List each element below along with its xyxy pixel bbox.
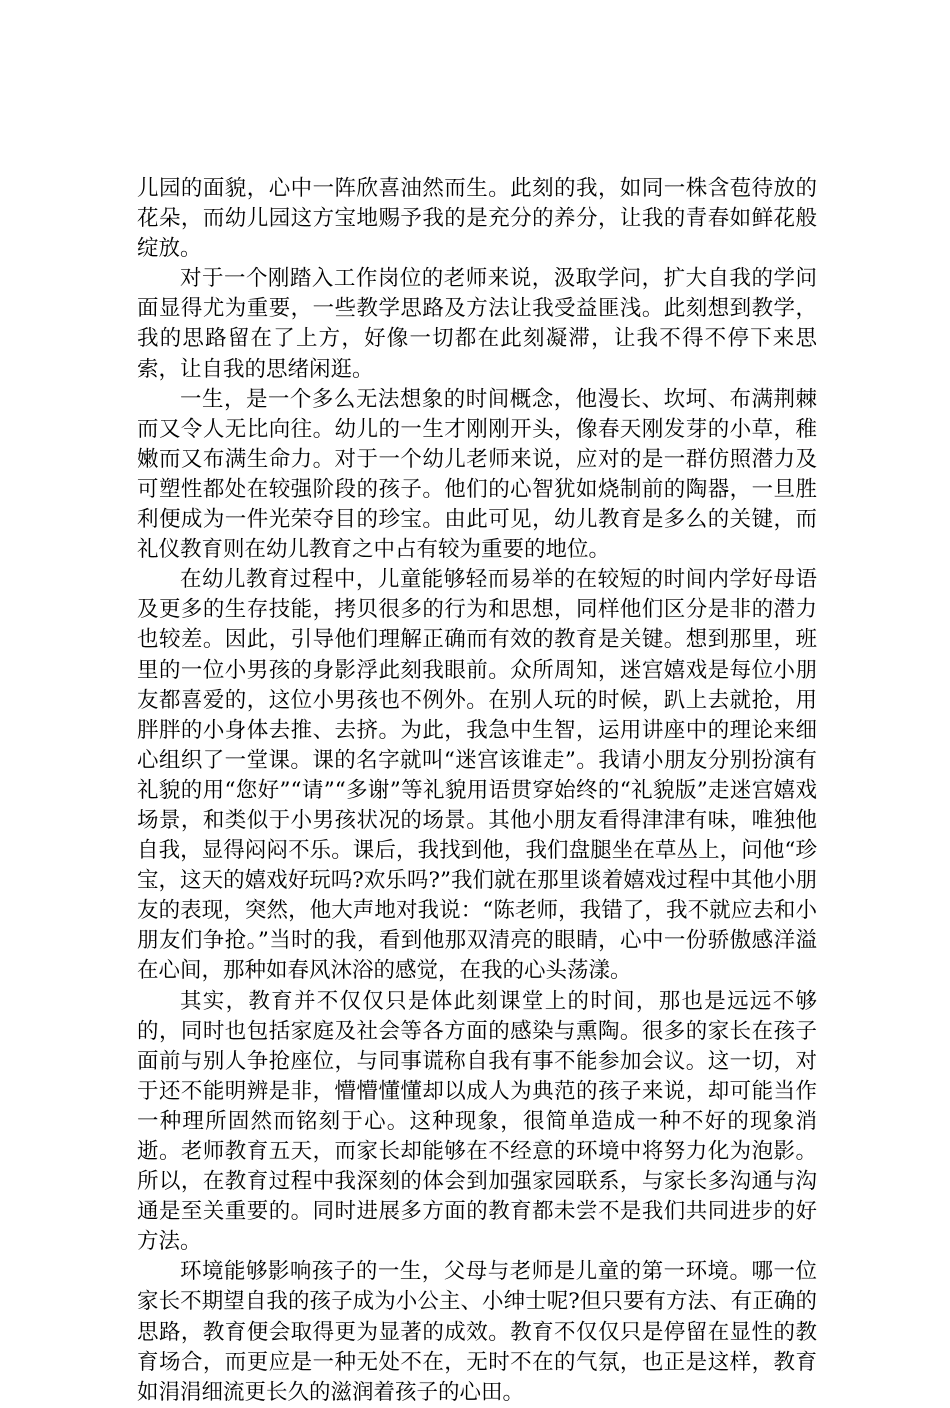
paragraph-life: 一生，是一个多么无法想象的时间概念，他漫长、坎坷、布满荆棘而又令人无比向往。幼儿的一生才刚刚开头，像春天刚发芽的小草，稚嫩而又布满生命力。对于一个幼儿老师来说，应对的是一群仿照潜力及可塑性都处在较强阶段的孩子。他们的心智犹如烧制前的陶器，一旦胜利便成为一件光荣夺目的珍宝。由此可见，幼儿教育是多么的关键，而礼仪教育则在幼儿教育之中占有较为重要的地位。 — [137, 386, 817, 563]
paragraph-learning: 对于一个刚踏入工作岗位的老师来说，汲取学问，扩大自我的学问面显得尤为重要，一些教学思路及方法让我受益匪浅。此刻想到教学，我的思路留在了上方，好像一切都在此刻凝滞，让我不得不停下来思索，让自我的思绪闲逛。 — [137, 266, 817, 382]
paragraph-environment: 环境能够影响孩子的一生，父母与老师是儿童的第一环境。哪一位家长不期望自我的孩子成为小公主、小绅士呢?但只要有方法、有正确的思路，教育便会取得更为显著的成效。教育不仅仅只是停留在显性的教育场合，而更应是一种无处不在，无时不在的气氛，也正是这样，教育如涓涓细流更长久的滋润着孩子的心田。 — [137, 1259, 817, 1405]
paragraph-maze-story: 在幼儿教育过程中，儿童能够轻而易举的在较短的时间内学好母语及更多的生存技能，拷贝很多的行为和思想，同样他们区分是非的潜力也较差。因此，引导他们理解正确而有效的教育是关键。想到那里，班里的一位小男孩的身影浮此刻我眼前。众所周知，迷宫嬉戏是每位小朋友都喜爱的，这位小男孩也不例外。在别人玩的时候，趴上去就抢，用胖胖的小身体去推、去挤。为此，我急中生智，运用讲座中的理论来细心组织了一堂课。课的名字就叫“迷宫该谁走”。我请小朋友分别扮演有礼貌的用“您好”“请”“多谢”等礼貌用语贯穿始终的“礼貌版”走迷宫嬉戏场景，和类似于小男孩状况的场景。其他小朋友看得津津有味，唯独他自我，显得闷闷不乐。课后，我找到他，我们盘腿坐在草丛上，问他“珍宝，这天的嬉戏好玩吗?欢乐吗?”我们就在那里谈着嬉戏过程中其他小朋友的表现，突然，他大声地对我说：“陈老师，我错了，我不就应去和小朋友们争抢。”当时的我，看到他那双清亮的眼睛，心中一份骄傲感洋溢在心间，那种如春风沐浴的感觉，在我的心头荡漾。 — [137, 567, 817, 984]
document-page — [137, 174, 817, 1408]
paragraph-family-education: 其实，教育并不仅仅只是体此刻课堂上的时间，那也是远远不够的，同时也包括家庭及社会等各方面的感染与熏陶。很多的家长在孩子面前与别人争抢座位，与同事谎称自我有事不能参加会议。这一切，对于还不能明辨是非，懵懵懂懂却以成人为典范的孩子来说，却可能当作一种理所固然而铭刻于心。这种现象，很简单造成一种不好的现象消逝。老师教育五天，而家长却能够在不经意的环境中将努力化为泡影。所以，在教育过程中我深刻的体会到加强家园联系，与家长多沟通与沟通是至关重要的。同时进展多方面的教育都未尝不是我们共同进步的好方法。 — [137, 988, 817, 1255]
paragraph-continued: 儿园的面貌，心中一阵欣喜油然而生。此刻的我，如同一株含苞待放的花朵，而幼儿园这方宝地赐予我的是充分的养分，让我的青春如鲜花般绽放。 — [137, 176, 817, 262]
